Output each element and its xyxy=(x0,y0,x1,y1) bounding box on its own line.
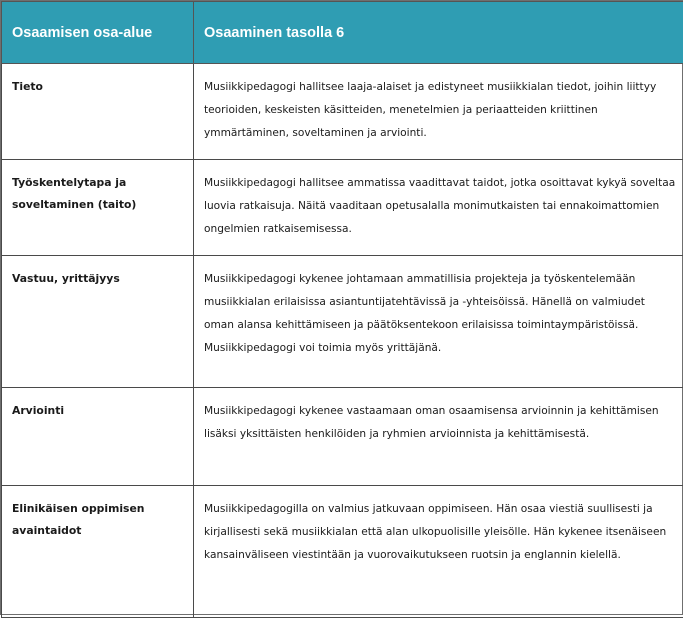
row-area-label: Elinikäisen oppimisen avaintaidot xyxy=(2,486,194,618)
header-row xyxy=(2,2,683,64)
table-row xyxy=(2,160,683,256)
table-row xyxy=(2,64,683,160)
row-area-label: Tieto xyxy=(2,64,194,160)
header-area: Osaamisen osa-alue xyxy=(2,2,194,64)
table-body xyxy=(2,64,683,618)
row-description: Musiikkipedagogi kykenee johtamaan ammatillisia projekteja ja työskentelemään musiikkialan erilaisissa asiantuntijatehtävissä ja -yhteisöissä. Hänellä on valmiudet oman alansa kehittämiseen ja päätöksentekoon erilaisissa toimintaympäristöissä. Musiikkipedagogi voi toimia myös yrittäjänä. xyxy=(194,256,683,388)
row-area-label: Työskentelytapa ja soveltaminen (taito) xyxy=(2,160,194,256)
table-row xyxy=(2,388,683,486)
table-header xyxy=(2,2,683,64)
row-area-label: Arviointi xyxy=(2,388,194,486)
competence-table xyxy=(1,1,683,618)
row-description: Musiikkipedagogilla on valmius jatkuvaan oppimiseen. Hän osaa viestiä suullisesti ja kirjallisesti sekä musiikkialan että alan ulkopuolisille yleisölle. Hän kykenee itsenäiseen kansainväliseen viestintään ja vuorovaikutukseen ruotsin ja englannin kielellä. xyxy=(194,486,683,618)
row-description: Musiikkipedagogi kykenee vastaamaan oman osaamisensa arvioinnin ja kehittämisen lisäksi yksittäisten henkilöiden ja ryhmien arvioinnista ja kehittämisestä. xyxy=(194,388,683,486)
header-level: Osaaminen tasolla 6 xyxy=(194,2,683,64)
row-description: Musiikkipedagogi hallitsee ammatissa vaadittavat taidot, jotka osoittavat kykyä soveltaa luovia ratkaisuja. Näitä vaaditaan opetusalalla monimutkaisten tai ennakoimattomien ongelmien ratkaisemisessa. xyxy=(194,160,683,256)
table-row xyxy=(2,256,683,388)
row-description: Musiikkipedagogi hallitsee laaja-alaiset ja edistyneet musiikkialan tiedot, joihin liittyy teorioiden, keskeisten käsitteiden, menetelmien ja periaatteiden kriittinen ymmärtäminen, soveltaminen ja arviointi. xyxy=(194,64,683,160)
table-row xyxy=(2,486,683,618)
row-area-label: Vastuu, yrittäjyys xyxy=(2,256,194,388)
